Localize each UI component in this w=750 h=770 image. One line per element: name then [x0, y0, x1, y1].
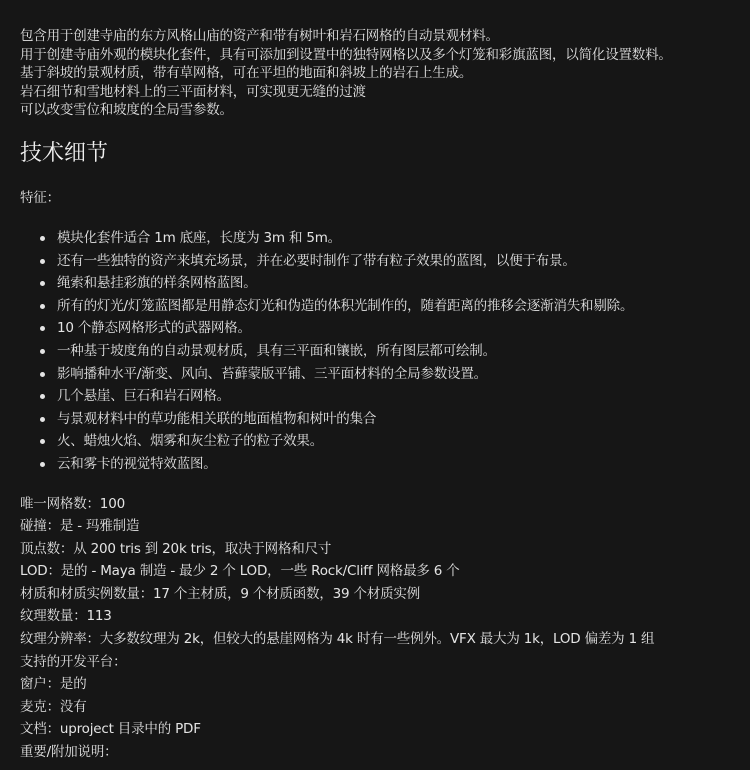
feature-item: [57, 385, 750, 408]
intro-line: 用于创建寺庙外观的模块化套件，具有可添加到设置中的独特网格以及多个灯笼和彩旗蓝图，以简化设置数料。: [20, 46, 672, 63]
bullet-icon: [40, 394, 45, 399]
intro-paragraph: [20, 0, 750, 120]
feature-text: 模块化套件适合 1m 底座，长度为 3m 和 5m。: [57, 229, 341, 246]
bullet-icon: [40, 236, 45, 241]
feature-text: 与景观材料中的草功能相关联的地面植物和树叶的集合: [57, 410, 377, 427]
bullet-icon: [40, 417, 45, 422]
feature-item: [57, 363, 750, 386]
bullet-icon: [40, 439, 45, 444]
spec-supported-platforms: 支持的开发平台：: [20, 653, 127, 670]
intro-line: 岩石细节和雪地材料上的三平面材料，可实现更无缝的过渡: [20, 83, 366, 100]
feature-text: 一种基于坡度角的自动景观材质，具有三平面和镶嵌，所有图层都可绘制。: [57, 342, 496, 359]
bullet-icon: [40, 462, 45, 467]
spec-texture-count: 纹理数量：113: [20, 608, 112, 625]
feature-item: [57, 408, 750, 431]
feature-item: [57, 227, 750, 250]
feature-text: 云和雾卡的视觉特效蓝图。: [57, 455, 217, 472]
spec-mac: 麦克：没有: [20, 698, 87, 715]
feature-item: [57, 272, 750, 295]
feature-item: [57, 430, 750, 453]
feature-text: 所有的灯光/灯笼蓝图都是用静态灯光和伪造的体积光制作的，随着距离的推移会逐渐消失和剔除。: [57, 297, 634, 314]
intro-line: 基于斜坡的景观材质，带有草网格，可在平坦的地面和斜坡上的岩石上生成。: [20, 65, 473, 82]
bullet-icon: [40, 259, 45, 264]
feature-text: 几个悬崖、巨石和岩石网格。: [57, 388, 230, 405]
feature-item: [57, 340, 750, 363]
spec-material-count: 材质和材质实例数量：17 个主材质，9 个材质函数，39 个材质实例: [20, 585, 421, 602]
features-label: 特征：: [20, 189, 60, 206]
technical-details-heading: 技术细节: [20, 140, 109, 166]
spec-lod: LOD：是的 - Maya 制造 - 最少 2 个 LOD，一些 Rock/Cliff 网格最多 6 个: [20, 563, 460, 580]
bullet-icon: [40, 326, 45, 331]
feature-item: [57, 250, 750, 273]
intro-line: 包含用于创建寺庙的东方风格山庙的资产和带有树叶和岩石网格的自动景观材料。: [20, 28, 499, 44]
feature-item: [57, 295, 750, 318]
bullet-icon: [40, 304, 45, 309]
intro-line: 可以改变雪位和坡度的全局雪参数。: [20, 102, 233, 119]
spec-windows: 窗户：是的: [20, 676, 87, 693]
spec-vertex-count: 顶点数：从 200 tris 到 20k tris，取决于网格和尺寸: [20, 540, 332, 557]
feature-text: 绳索和悬挂彩旗的样条网格蓝图。: [57, 275, 257, 292]
feature-text: 还有一些独特的资产来填充场景，并在必要时制作了带有粒子效果的蓝图，以便于布景。: [57, 252, 576, 269]
spec-unique-mesh-count: 唯一网格数：100: [20, 495, 125, 512]
spec-important-notes: 重要/附加说明：: [20, 744, 118, 761]
spec-texture-resolution: 纹理分辨率：大多数纹理为 2k，但较大的悬崖网格为 4k 时有一些例外。VFX 最大为 1k，LOD 偏差为 1 组: [20, 631, 655, 648]
bullet-icon: [40, 372, 45, 377]
spec-collision: 碰撞：是 - 玛雅制造: [20, 518, 140, 535]
feature-text: 10 个静态网格形式的武器网格。: [57, 320, 251, 337]
feature-text: 火、蜡烛火焰、烟雾和灰尘粒子的粒子效果。: [57, 433, 323, 450]
bullet-icon: [40, 349, 45, 354]
feature-item: [57, 453, 750, 476]
bullet-icon: [40, 281, 45, 286]
features-list: [20, 227, 750, 476]
feature-text: 影响播种水平/渐变、风向、苔藓蒙版平铺、三平面材料的全局参数设置。: [57, 365, 487, 382]
feature-item: [57, 317, 750, 340]
spec-documentation: 文档：uproject 目录中的 PDF: [20, 721, 201, 738]
specs-section: [20, 493, 750, 764]
